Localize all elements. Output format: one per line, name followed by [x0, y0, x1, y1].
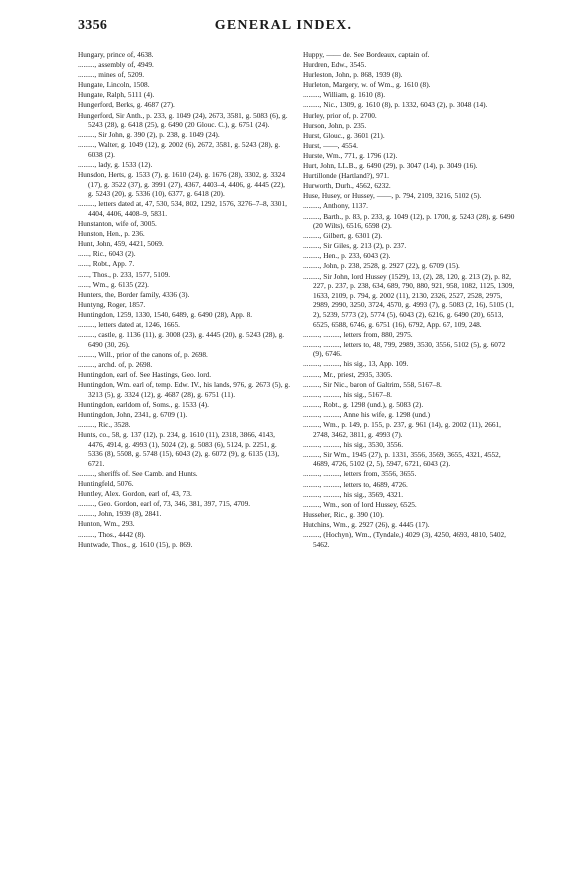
index-entry: Hurt, John, LL.B., g. 6490 (29), p. 3047 (14), p. 3049 (16). — [303, 161, 478, 171]
index-entry: Hurtillonde (Hartland?), 971. — [303, 171, 389, 181]
index-entry: Huntyng, Roger, 1857. — [78, 299, 146, 309]
index-entry: ........., Sir Wm., 1945 (27), p. 1331, 3556, 3569, 3655, 4321, 4552, 4689, 4726, 5102 (2, 5), 5947, 6721, 6043 (2). — [303, 449, 501, 469]
index-entry: Huntingdon, Wm. earl of, temp. Edw. IV., his lands, 976, g. 2673 (5), g. 3213 (5), g. 3324 (12), g. 4687 (28), g. 6751 (11). — [78, 380, 291, 399]
index-entry: Huntwade, Thos., g. 1610 (15), p. 869. — [78, 539, 193, 549]
index-entry: Huse, Husey, or Hussey, ——, p. 794, 2109, 3216, 5102 (5). — [303, 191, 482, 201]
index-entry: Hurst, Glouc., g. 3601 (21). — [303, 130, 385, 140]
index-entry: ........., Gilbert, g. 6301 (2). — [303, 231, 383, 241]
index-entry: ........., archd. of, p. 2698. — [78, 359, 153, 369]
index-entry: ........., Mr., priest, 2935, 3305. — [303, 369, 393, 379]
index-entry: ........., Sir John, lord Hussey (1529), 13, (2), 28, 120, g. 213 (2), p. 82, 227, p. 237, p. 238, 634, 689, 790, 880, 921, 958, 1082, 1125, 1309, 1633, 2109, p. 794, g. 2002 (11), 2130, 2326, 2527, 2528, 2975, 2989, 2990, 3250, 3724, 4570, g. 4993 (7), g. 5083 (2, 16), 5105 (1, 2), 5239, 5773 (2), 5774 (5), 6043 (2), 6216, g. 6490 (20), 6513, 6525, 6588, 6746, g. 6751 (16), 6792, App. 67, 109, 248. — [303, 271, 515, 329]
index-entry: ........., John, 1939 (8), 2841. — [78, 509, 162, 519]
index-entry: ........., ........., his sig., 13, App. 109. — [303, 359, 409, 369]
index-entry: ......, Wm., g. 6135 (22). — [78, 279, 149, 289]
index-entry: Hurson, John, p. 235. — [303, 120, 367, 130]
index-entry: ........., ........., his sig., 3569, 4321. — [303, 489, 404, 499]
index-entry: Hungerford, Sir Anth., p. 233, g. 1049 (24), 2673, 3581, g. 5083 (6), g. 5243 (28), g. 6418 (25), g. 6490 (20 Glouc. C.), g. 6751 (24). — [78, 110, 288, 130]
index-entry: ........., (Hochyn), Wm., (Tyndale,) 4029 (3), 4250, 4693, 4810, 5402, 5462. — [303, 530, 507, 549]
index-entry: Huntingfeld, 5076. — [78, 479, 134, 489]
index-entry: ........., Walter, g. 1049 (12), g. 2002 (6), 2672, 3581, g. 5243 (28), g. 6038 (2). — [78, 140, 281, 159]
index-entry: ........., Wm., son of lord Hussey, 6525. — [303, 499, 417, 509]
index-entry: ........., ........., Anne his wife, g. 1298 (und.) — [303, 409, 431, 419]
index-entry: ........., ........., letters from, 3556, 3655. — [303, 469, 417, 479]
index-entry: ........., sheriffs of. See Camb. and Hunts. — [78, 468, 198, 478]
index-entry: Hungate, Lincoln, 1508. — [78, 80, 150, 90]
index-entry: ........., William, g. 1610 (8). — [303, 90, 386, 100]
left-index-column — [78, 50, 291, 550]
index-entry: Hungate, Ralph, 5111 (4). — [78, 90, 155, 100]
index-entry: ........., Hen., p. 233, 6043 (2). — [303, 251, 391, 261]
index-entry: ........., Robt., g. 1298 (und.), g. 5083 (2). — [303, 399, 424, 409]
index-entry: Huntley, Alex. Gordon, earl of, 43, 73. — [78, 489, 192, 499]
index-entry: ........., ........., letters to, 48, 799, 2989, 3530, 3556, 5102 (5), g. 6072 (9), 6746. — [303, 339, 506, 359]
index-entry: Hunton, Wm., 293. — [78, 519, 135, 529]
index-entry: ........., Geo. Gordon, earl of, 73, 346, 381, 397, 715, 4709. — [78, 499, 251, 509]
index-entry: ........., ........., his sig., 5167–8. — [303, 389, 392, 399]
right-index-column — [303, 50, 516, 550]
index-entry: ........., mines of, 5209. — [78, 70, 145, 80]
index-entry: ........., John, p. 238, 2528, g. 2927 (22), g. 6709 (15). — [303, 261, 460, 271]
index-entry: Hunts, co., 58, g. 137 (12), p. 234, g. 1610 (11), 2318, 3866, 4143, 4476, 4914, g. 4993 (1), 5024 (2), g. 5083 (6), 5124, p. 2251, g. 5336 (8), 5508, g. 5748 (15), 6043 (2), g. 6072 (9), g. 6135 (13), 6721. — [78, 430, 280, 468]
index-entry: ........., Thos., 4442 (8). — [78, 529, 146, 539]
index-entry: ........., Nic., 1309, g. 1610 (8), p. 1332, 6043 (2), p. 3048 (14). — [303, 100, 488, 110]
page-number: 3356 — [78, 18, 108, 33]
index-entry: ........., castle, g. 1136 (11), g. 3008 (23), g. 4445 (20), g. 5243 (28), g. 6490 (30, 26). — [78, 330, 285, 349]
index-entry: Hurley, prior of, p. 2700. — [303, 110, 377, 120]
index-entry: ........., Sir John, g. 390 (2), p. 238, g. 1049 (24). — [78, 130, 220, 140]
index-entry: ........., Sir Giles, g. 213 (2), p. 237. — [303, 241, 407, 251]
index-entry: ........., assembly of, 4949. — [78, 60, 154, 70]
index-entry: Huntingdon, earldom of, Soms., g. 1533 (4). — [78, 399, 209, 409]
index-entry: ......, Thos., p. 233, 1577, 5109. — [78, 269, 171, 279]
index-entry: Hurleton, Margery, w. of Wm., g. 1610 (8). — [303, 80, 431, 90]
page-title: GENERAL INDEX. — [214, 18, 353, 33]
index-entry: Hunt, John, 459, 4421, 5069. — [78, 239, 164, 249]
index-entry: Hungary, prince of, 4638. — [78, 50, 154, 59]
index-entry: Hunsdon, Herts, g. 1533 (7), g. 1610 (24), g. 1676 (28), 3302, g. 3324 (17), g. 3522 (37), g. 3991 (27), 4367, 4403–4, 4406, g. 4445 (22), g. 5243 (20), g. 5336 (10), 6377, g. 6418 (20). — [78, 170, 286, 199]
index-entry: ........., Barth., p. 83, p. 233, g. 1049 (12), p. 1700, g. 5243 (28), g. 6490 (20 Wilts), 6516, 6598 (2). — [303, 211, 515, 231]
index-entry: ........., ........., letters to, 4689, 4726. — [303, 479, 408, 489]
index-entry: Huppy, —— de. See Bordeaux, captain of. — [303, 50, 430, 59]
index-entry: Hurworth, Durh., 4562, 6232. — [303, 181, 391, 191]
index-entry: Hurdren, Edw., 3545. — [303, 60, 367, 70]
index-entry: Hunstanton, wife of, 3005. — [78, 219, 157, 229]
index-entry: ........., ........., letters from, 880, 2975. — [303, 329, 413, 339]
index-entry: Hurst, ——, 4554. — [303, 140, 358, 150]
index-entry: ......, Robt., App. 7. — [78, 259, 135, 269]
index-entry: ........., Ric., 3528. — [78, 419, 131, 429]
index-entry: ........., lady, g. 1533 (12). — [78, 160, 153, 170]
index-entry: Hutchins, Wm., g. 2927 (26), g. 4445 (17). — [303, 519, 430, 529]
index-entry: ......, Ric., 6043 (2). — [78, 249, 136, 259]
index-entry: Hunters, the, Border family, 4336 (3). — [78, 289, 190, 299]
index-entry: Hurste, Wm., 771, g. 1796 (12). — [303, 150, 398, 160]
index-entry: ........., letters dated at, 1246, 1665. — [78, 320, 180, 330]
index-entry: ........., Sir Nic., baron of Galtrim, 558, 5167–8. — [303, 379, 442, 389]
index-entry: ........., Will., prior of the canons of, p. 2698. — [78, 349, 208, 359]
index-entry: ........., letters dated at, 47, 530, 534, 802, 1292, 1576, 3276–7–8, 3301, 4404, 4406, 4408–9, 5831. — [78, 199, 287, 218]
index-entry: ........., Wm., p. 149, p. 155, p. 237, g. 961 (14), g. 2002 (11), 2661, 2748, 3462, 3811, g. 4993 (7). — [303, 419, 501, 439]
index-entry: Hunston, Hen., p. 236. — [78, 229, 145, 239]
index-entry: Huntingdon, John, 2341, g. 6709 (1). — [78, 409, 188, 419]
index-entry: ........., ........., his sig., 3530, 3556. — [303, 439, 404, 449]
index-entry: Huntingdon, earl of. See Hastings, Geo. lord. — [78, 370, 212, 379]
index-entry: ........., Anthony, 1137. — [303, 201, 368, 211]
index-entry: Hungerford, Berks, g. 4687 (27). — [78, 100, 175, 110]
index-entry: Huntingdon, 1259, 1330, 1540, 6489, g. 6490 (28), App. 8. — [78, 309, 253, 319]
index-entry: Hurleston, John, p. 868, 1939 (8). — [303, 70, 403, 80]
index-entry: Husseher, Ric., g. 390 (10). — [303, 509, 384, 519]
